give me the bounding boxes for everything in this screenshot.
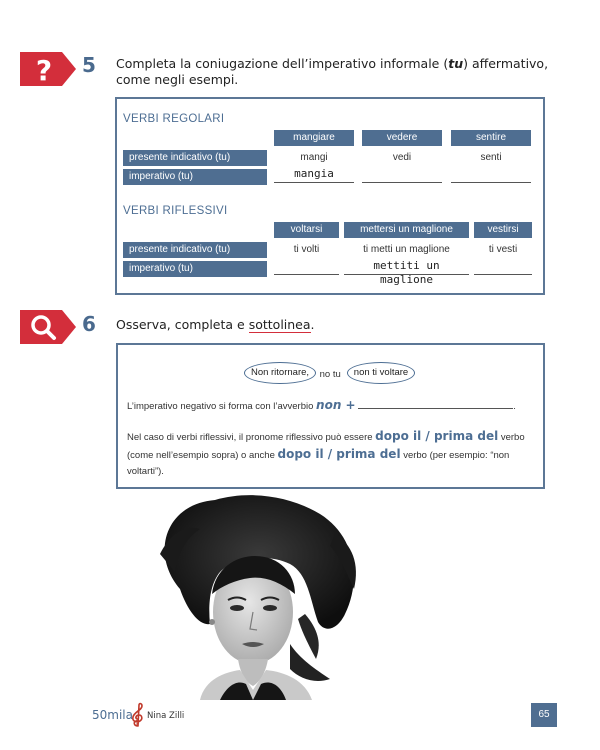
brand-50mila: 50mila: [92, 708, 133, 722]
question-badge: [20, 52, 78, 86]
example-middle-text: no tu: [317, 369, 344, 380]
nina-zilli-photo: [140, 494, 370, 700]
underlined-word: sottolinea: [248, 317, 311, 332]
rule-highlight: non +: [316, 398, 356, 412]
exercise-6-instruction: [116, 317, 516, 333]
instruction-tu: tu: [448, 56, 464, 71]
instruction-text: .: [310, 317, 315, 332]
rule-text: verbo (per esempio: “non voltarti”).: [127, 450, 510, 477]
question-mark-icon: [20, 52, 78, 86]
header-sentire: sentire: [451, 130, 531, 146]
cell-vedi: vedi: [392, 152, 412, 163]
row-label-present: presente indicativo (tu): [123, 242, 267, 258]
answer-field-vestirsi[interactable]: [474, 259, 532, 275]
row-label-imperative: imperativo (tu): [123, 169, 267, 185]
answer-field-sentire[interactable]: [451, 167, 531, 183]
instruction-text: ) affermativo,: [463, 56, 549, 71]
rule-text: verbo (come nell’esempio sopra) o anche: [127, 432, 525, 461]
cell-ti-metti: ti metti un maglione: [363, 244, 450, 255]
reflexive-verbs-title: VERBI RIFLESSIVI: [123, 205, 228, 217]
author-name: Nina Zilli: [147, 711, 185, 721]
example-oval-non-ti-voltare: non ti voltare: [347, 362, 415, 384]
exercise-6-number: 6: [82, 312, 96, 336]
cell-ti-vesti: ti vesti: [488, 244, 518, 255]
example-oval-non-ritornare: Non ritornare,: [244, 362, 316, 384]
exercise-5-instruction: [116, 56, 556, 88]
header-mangiare: mangiare: [274, 130, 354, 146]
magnifier-badge: [20, 310, 78, 344]
page-number: 65: [531, 703, 557, 727]
row-label-imperative: imperativo (tu): [123, 261, 267, 277]
cell-ti-volti: ti volti: [293, 244, 320, 255]
header-vestirsi: vestirsi: [474, 222, 532, 238]
instruction-text: come negli esempi.: [116, 72, 239, 87]
choice-dopo-prima-2[interactable]: dopo il / prima del: [277, 447, 401, 461]
header-voltarsi: voltarsi: [274, 222, 339, 238]
rule-negative-imperative: [127, 399, 542, 413]
svg-text:?: ?: [35, 54, 53, 86]
header-mettersi: mettersi un maglione: [344, 222, 469, 238]
answer-mettiti: mettiti un maglione: [344, 259, 469, 275]
answer-field-voltarsi[interactable]: [274, 259, 339, 275]
rule-text: L’imperativo negativo si forma con l’avverbio: [127, 401, 317, 412]
rule-text: .: [513, 401, 516, 412]
answer-mangia: mangia: [274, 167, 354, 183]
exercise-5-number: 5: [82, 53, 96, 77]
magnifier-icon: [20, 310, 78, 344]
rule-reflexive-pronoun: [127, 428, 539, 480]
answer-line[interactable]: [358, 399, 513, 409]
rule-text: Nel caso di verbi riflessivi, il pronome riflessivo può essere: [127, 432, 376, 443]
answer-field-vedere[interactable]: [362, 167, 442, 183]
instruction-text: Completa la coniugazione dell’imperativo informale (: [116, 56, 449, 71]
cell-mangi: mangi: [300, 152, 328, 163]
instruction-text: Osserva, completa e: [116, 317, 249, 332]
regular-verbs-title: VERBI REGOLARI: [123, 113, 225, 125]
row-label-present: presente indicativo (tu): [123, 150, 267, 166]
cell-senti: senti: [480, 152, 502, 163]
treble-clef-icon: [130, 702, 146, 733]
header-vedere: vedere: [362, 130, 442, 146]
choice-dopo-prima-1[interactable]: dopo il / prima del: [375, 429, 499, 443]
